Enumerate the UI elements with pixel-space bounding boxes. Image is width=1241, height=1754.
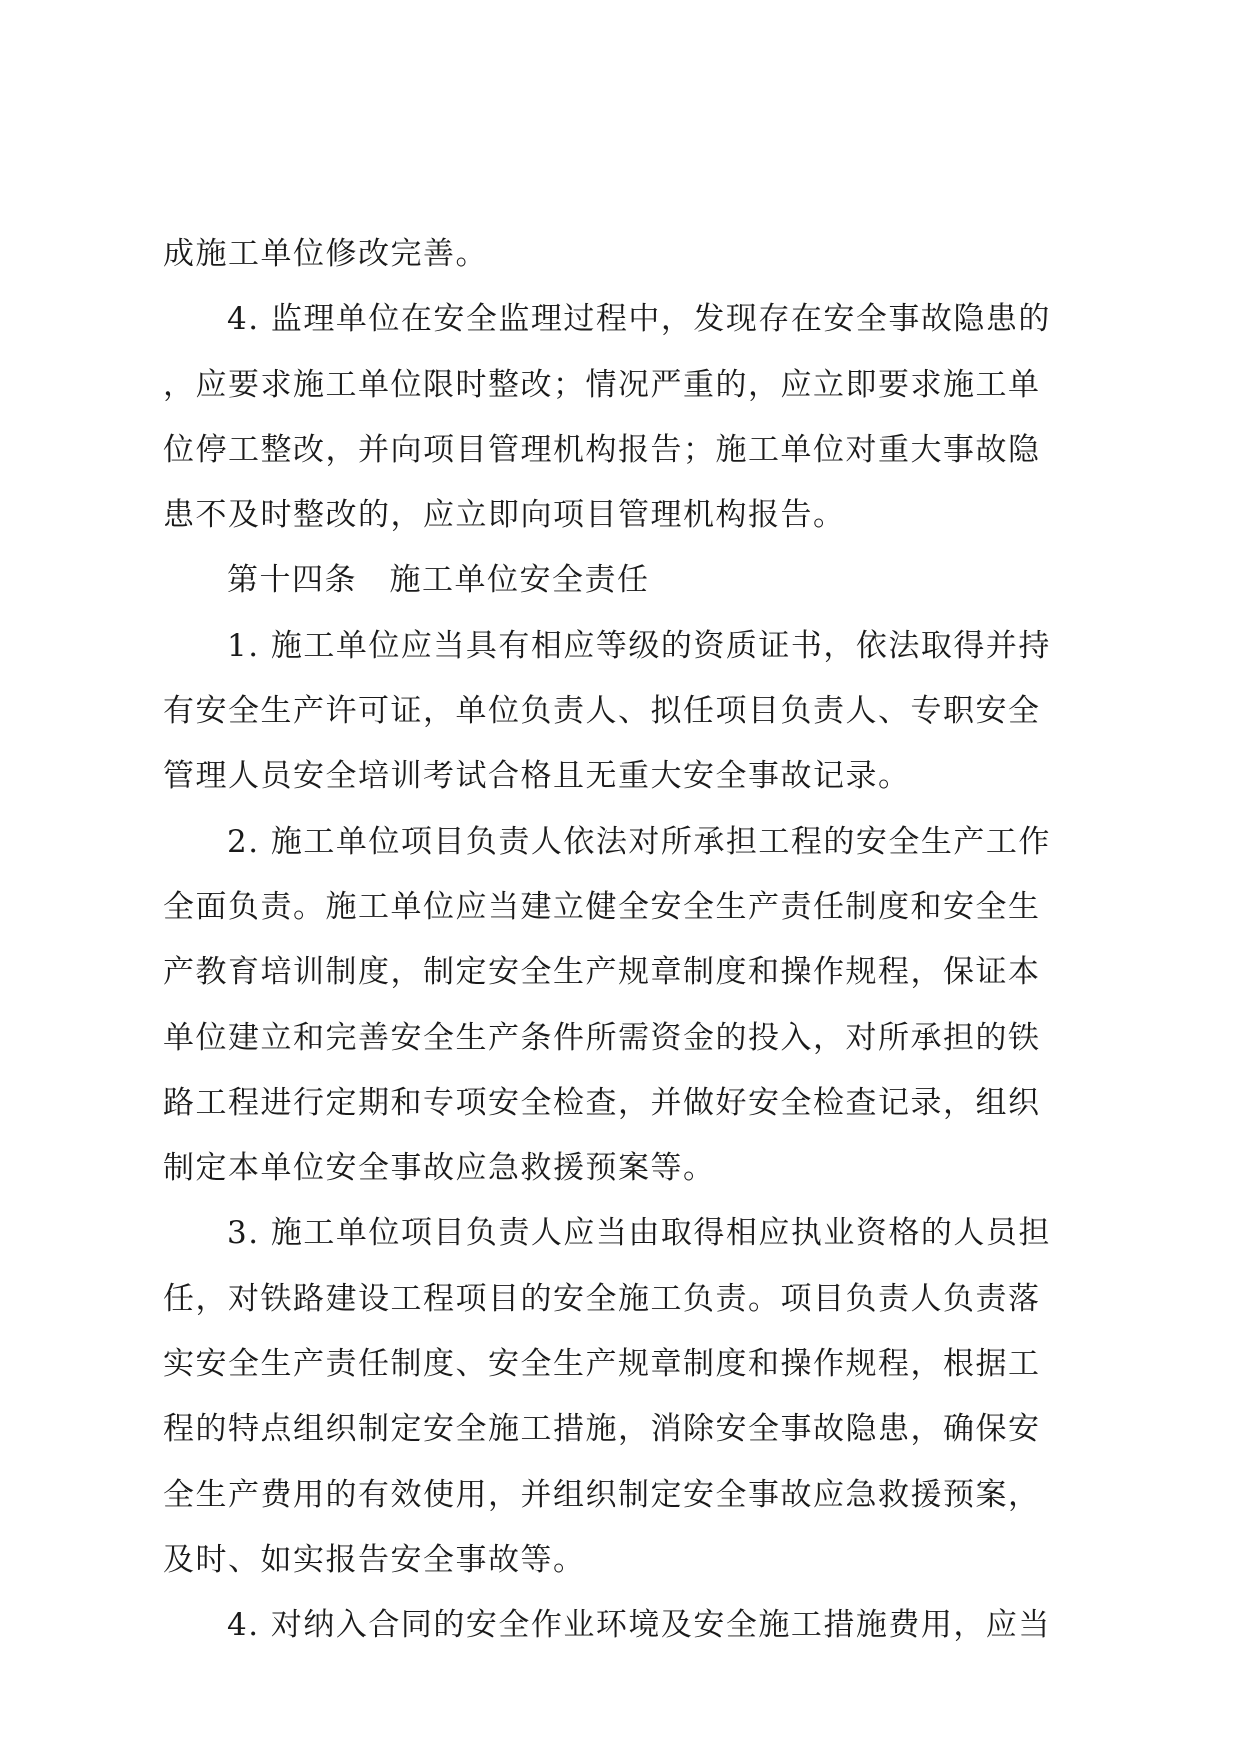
text-line: 有安全生产许可证，单位负责人、拟任项目负责人、专职安全 [163, 693, 1041, 730]
text-line: 2. 施工单位项目负责人依法对所承担工程的安全生产工作 [227, 823, 1051, 860]
text-line: 任，对铁路建设工程项目的安全施工负责。项目负责人负责落 [163, 1280, 1041, 1317]
text-line: 成施工单位修改完善。 [163, 236, 488, 272]
text-line: 实安全生产责任制度、安全生产规章制度和操作规程，根据工 [163, 1346, 1041, 1383]
text-line: 程的特点组织制定安全施工措施，消除安全事故隐患，确保安 [163, 1411, 1041, 1448]
text-line: 位停工整改，并向项目管理机构报告；施工单位对重大事故隐 [163, 431, 1041, 468]
text-line: 产教育培训制度，制定安全生产规章制度和操作规程，保证本 [163, 954, 1041, 991]
text-line: 全生产费用的有效使用，并组织制定安全事故应急救援预案， [163, 1476, 1041, 1513]
document-body [163, 222, 1098, 1659]
text-line: ，应要求施工单位限时整改；情况严重的，应立即要求施工单 [163, 366, 1041, 403]
text-line: 管理人员安全培训考试合格且无重大安全事故记录。 [163, 758, 911, 795]
text-line: 1. 施工单位应当具有相应等级的资质证书，依法取得并持 [227, 627, 1051, 664]
text-line: 制定本单位安全事故应急救援预案等。 [163, 1150, 716, 1187]
text-line: 全面负责。施工单位应当建立健全安全生产责任制度和安全生 [163, 888, 1041, 925]
text-line: 及时、如实报告安全事故等。 [163, 1541, 586, 1578]
section-heading: 第十四条 施工单位安全责任 [227, 562, 650, 599]
text-line: 单位建立和完善安全生产条件所需资金的投入，对所承担的铁 [163, 1019, 1041, 1056]
text-line: 4. 对纳入合同的安全作业环境及安全施工措施费用，应当 [227, 1607, 1051, 1644]
text-line: 患不及时整改的，应立即向项目管理机构报告。 [163, 497, 846, 534]
text-line: 路工程进行定期和专项安全检查，并做好安全检查记录，组织 [163, 1084, 1041, 1121]
text-line: 4. 监理单位在安全监理过程中，发现存在安全事故隐患的 [227, 301, 1051, 338]
text-line: 3. 施工单位项目负责人应当由取得相应执业资格的人员担 [227, 1215, 1051, 1252]
